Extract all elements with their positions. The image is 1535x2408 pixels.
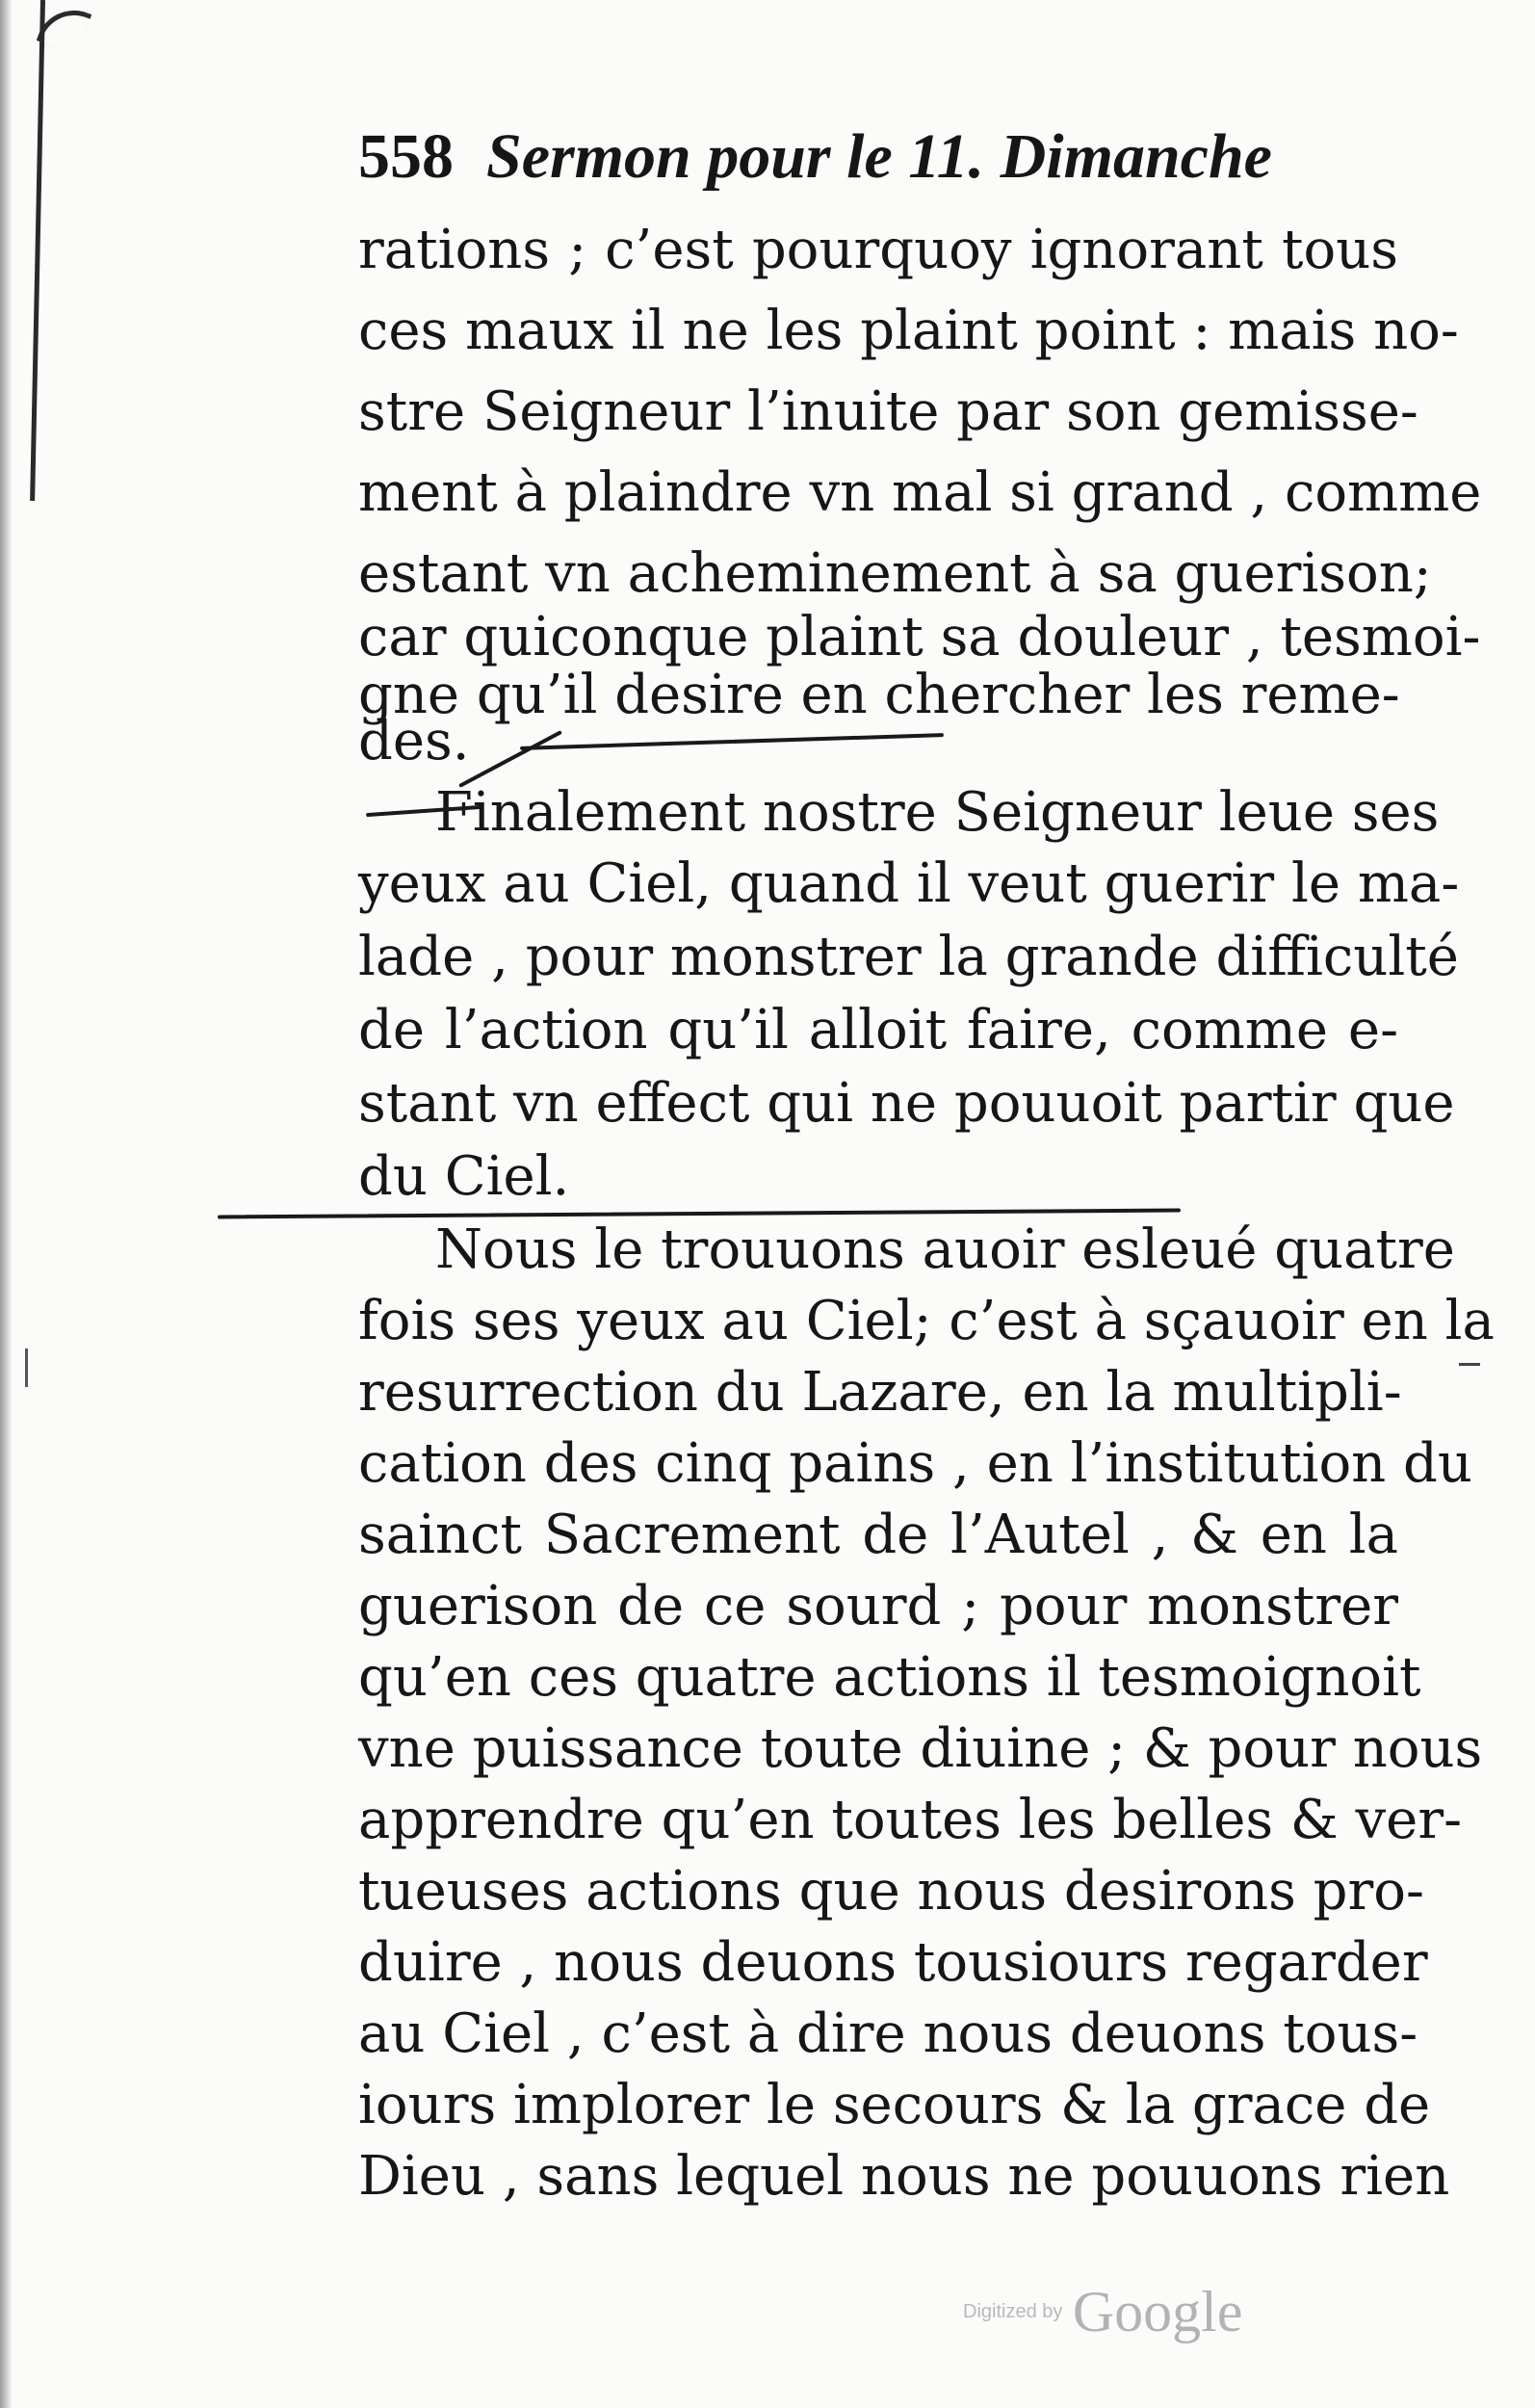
digitized-by-google-watermark bbox=[963, 2279, 1242, 2346]
text-line: ment à plaindre vn mal si grand , comme bbox=[358, 461, 1482, 524]
running-title: Sermon pour le 11. Dimanche bbox=[486, 121, 1272, 192]
watermark-digitized-label: Digitized by bbox=[963, 2301, 1063, 2322]
text-line: sainct Sacrement de l’Autel , & en la bbox=[358, 1504, 1398, 1566]
text-line: du Ciel. bbox=[358, 1145, 570, 1208]
text-line: Dieu , sans lequel nous ne pouuons rien bbox=[358, 2145, 1450, 2208]
text-line: ces maux il ne les plaint point : mais no- bbox=[358, 300, 1459, 362]
text-line: lade , pour monstrer la grande difficulté bbox=[358, 926, 1459, 988]
text-line: de l’action qu’il alloit faire, comme e- bbox=[358, 999, 1398, 1061]
text-line: vne puissance toute diuine ; & pour nous bbox=[358, 1717, 1483, 1780]
text-line: iours implorer le secours & la grace de bbox=[358, 2074, 1431, 2136]
text-line: estant vn acheminement à sa guerison; bbox=[358, 542, 1432, 605]
google-logo: Google bbox=[1072, 2280, 1243, 2343]
text-line: qu’en ces quatre actions il tesmoignoit bbox=[358, 1646, 1421, 1709]
text-line: des. bbox=[358, 710, 470, 772]
binding-thread bbox=[30, 0, 45, 501]
text-line: duire , nous deuons tousiours regarder bbox=[358, 1931, 1428, 1994]
text-line: fois ses yeux au Ciel; c’est à sçauoir en la bbox=[358, 1290, 1495, 1352]
text-line: stre Seigneur l’inuite par son gemisse- bbox=[358, 380, 1418, 443]
text-line: yeux au Ciel, quand il veut guerir le ma- bbox=[358, 852, 1460, 915]
text-line: apprendre qu’en toutes les belles & ver- bbox=[358, 1789, 1463, 1851]
text-line: au Ciel , c’est à dire nous deuons tous- bbox=[358, 2002, 1418, 2065]
text-line: cation des cinq pains , en l’institution du bbox=[358, 1432, 1472, 1495]
text-line: tueuses actions que nous desirons pro- bbox=[358, 1860, 1424, 1923]
text-line: Nous le trouuons auoir esleué quatre bbox=[435, 1218, 1455, 1281]
text-line: resurrection du Lazare, en la multipli- bbox=[358, 1361, 1402, 1424]
text-line: guerison de ce sourd ; pour monstrer bbox=[358, 1575, 1398, 1637]
margin-dash bbox=[1459, 1363, 1480, 1366]
text-line: stant vn effect qui ne pouuoit partir que bbox=[358, 1072, 1455, 1135]
text-line: Finalement nostre Seigneur leue ses bbox=[435, 781, 1440, 844]
margin-mark bbox=[25, 1348, 28, 1387]
text-line: gne qu’il desire en chercher les reme- bbox=[358, 664, 1400, 726]
running-header bbox=[358, 114, 1321, 200]
text-line: rations ; c’est pourquoy ignorant tous bbox=[358, 219, 1398, 281]
page-number: 558 bbox=[358, 121, 454, 192]
text-line: car quiconque plaint sa douleur , tesmoi- bbox=[358, 606, 1481, 668]
page-edge-shadow bbox=[0, 0, 12, 2408]
